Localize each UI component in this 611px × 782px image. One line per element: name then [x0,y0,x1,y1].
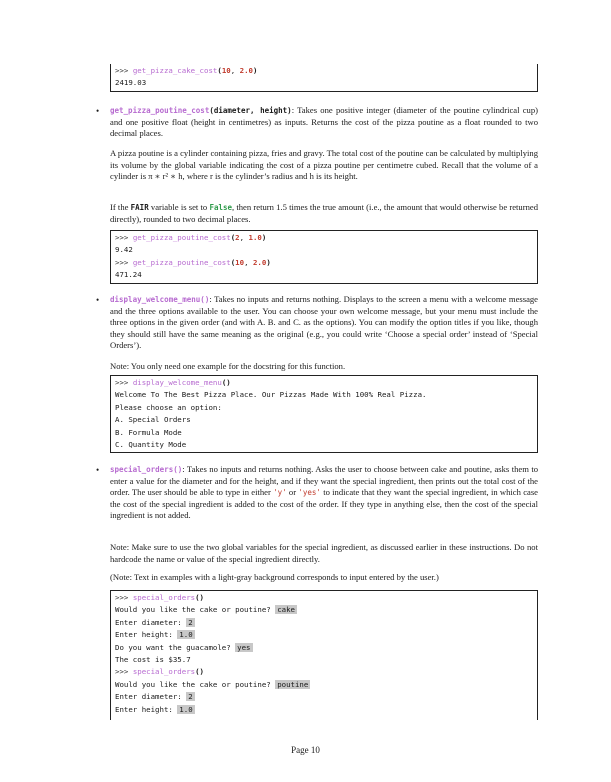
special-output-line: Enter height: 1.0 [115,704,193,714]
code-line-call: >>> get_pizza_poutine_cost(10, 2.0) [115,257,271,267]
special-output-line: Would you like the cake or poutine? poutine [115,679,309,689]
code-example-special [110,590,538,720]
code-line-call: >>> get_pizza_cake_cost(10, 2.0) [115,66,258,75]
poutine-paragraph-2: If the FAIR variable is set to False, then return 1.5 times the true amount (i.e., the amount that would otherwise be returned directly), rounded to two decimal places. [110,202,538,224]
special-output-line: Enter height: 1.0 [115,630,193,640]
menu-output-line: Please choose an option: [115,402,222,412]
special-output-line: Would you like the cake or poutine? cake [115,605,295,615]
special-output-line: Do you want the guacamole? yes [115,642,251,652]
menu-description: display_welcome_menu(): Takes no inputs and returns nothing. Displays to the screen a menu with a welcome message and the three options available to the user. You can choose your own welcome message, but your menu must include the three options in the given order (and with A. B. and C. as the options). You can modify the option titles if you like, though they should still have the same meaning as the original (e.g., you could write ‘Choose a special order’ instead of ‘Special Orders’). [110,294,538,350]
menu-note: Note: You only need one example for the docstring for this function. [110,361,346,371]
menu-output-line: Welcome To The Best Pizza Place. Our Pizzas Made With 100% Real Pizza. [115,390,427,400]
code-line-output: 2419.03 [115,78,147,88]
bullet-menu: • [96,295,100,305]
code-example-menu [110,375,538,453]
menu-output-line: A. Special Orders [115,415,191,425]
menu-output-line: C. Quantity Mode [115,439,187,449]
code-line-call: >>> get_pizza_poutine_cost(2, 1.0) [115,233,267,242]
special-description: special_orders(): Takes no inputs and returns nothing. Asks the user to choose between cake and poutine, asks them to enter a value for the diameter and for the height, and if they want the special ingredient, then prints out the total cost of the order. The user should be able to type in either 'y' or 'yes' to indicate that they want the special ingredient, in which case the cost of the special ingredient is added to the cost of the order. If they type in anything else, then the cost of the special ingredient is not added. [110,464,538,520]
code-line-call: >>> special_orders() [115,593,205,602]
code-line-call: >>> special_orders() [115,667,205,677]
code-example-poutine [110,230,538,284]
poutine-description: get_pizza_poutine_cost(diameter, height): Takes one positive integer (diameter of the poutine cylindrical cup) and one positive float (height in centimetres) as inputs. Returns the cost of the pizza poutine as a float rounded to two decimal places. [110,105,538,138]
special-output-line: Enter diameter: 2 [115,692,193,702]
poutine-paragraph-1: A pizza poutine is a cylinder containing pizza, fries and gravy. The total cost of the poutine can be calculated by multiplying its volume by the global variable indicating the cost of a pizza poutine per centimetre cubed. Recall that the volume of a cylinder is π ∗ r² ∗ h, where r is the cylinder’s radius and h is its height. [110,148,538,181]
special-output-line: The cost is $35.7 [115,654,191,664]
special-output-line: Enter diameter: 2 [115,617,193,627]
code-example-cake-cost [110,64,538,92]
code-line-output: 471.24 [115,270,142,280]
menu-output-line: B. Formula Mode [115,427,182,437]
code-line-output: 9.42 [115,245,133,255]
bullet-poutine: • [96,106,100,116]
special-note-2: (Note: Text in examples with a light-gray background corresponds to input entered by the user.) [110,572,439,582]
code-line-call: >>> display_welcome_menu() [115,378,231,387]
page-number: Page 10 [291,745,320,755]
special-note-1: Note: Make sure to use the two global variables for the special ingredient, as discussed earlier in these instructions. Do not hardcode the name or value of the special ingredient directly. [110,542,538,564]
bullet-special-orders: • [96,465,100,475]
